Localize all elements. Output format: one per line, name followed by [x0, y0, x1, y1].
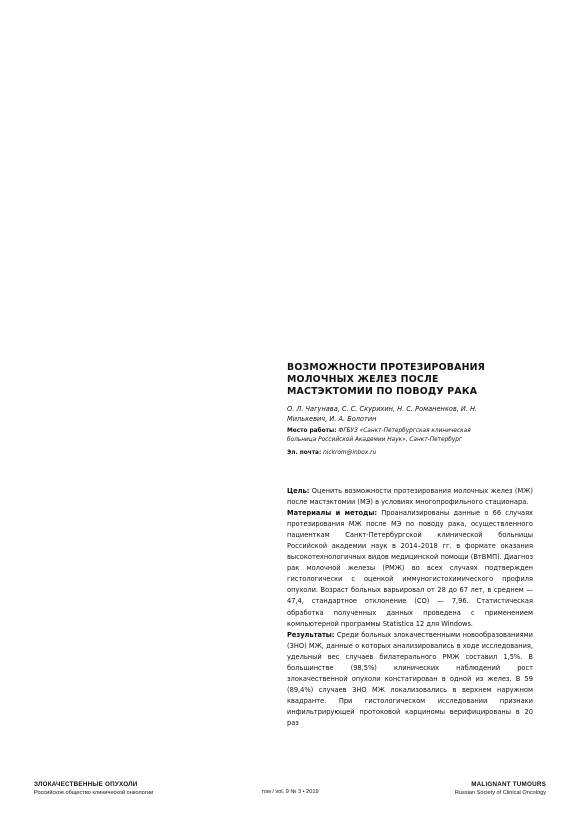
email-label: Эл. почта: — [287, 450, 322, 456]
author-list: О. Л. Чагунава, С. С. Скурихин, Н. С. Романенков, И. Н. Милькевич, И. А. Болотин — [287, 405, 478, 423]
issue-info: том / vol. 9 № 3 • 2019 — [261, 789, 319, 795]
workplace-line — [287, 427, 493, 445]
article-title: ВОЗМОЖНОСТИ ПРОТЕЗИРОВАНИЯ МОЛОЧНЫХ ЖЕЛЕЗ ПОСЛЕ МАСТЭКТОМИИ ПО ПОВОДУ РАКА — [287, 362, 486, 397]
email-value: nickrom@inbox.ru — [323, 450, 377, 456]
section-label-aim: Цель: — [287, 487, 310, 495]
page-footer — [34, 780, 546, 804]
article-abstract — [287, 362, 533, 729]
society-name-en: Russian Society of Clinical Oncology — [454, 790, 546, 796]
section-label-results: Результаты: — [287, 630, 335, 639]
journal-name-en: MALIGNANT TUMOURS — [471, 781, 546, 788]
workplace-label: Место работы: — [287, 428, 337, 434]
abstract-section-methods — [287, 508, 533, 630]
abstract-section-results — [287, 630, 533, 729]
society-name-ru: Российское общество клинической онкологии — [34, 790, 154, 796]
abstract-section-aim — [287, 486, 533, 508]
journal-name-ru: ЗЛОКАЧЕСТВЕННЫЕ ОПУХОЛИ — [34, 781, 138, 788]
workplace-value: ФГБУЗ «Санкт-Петербургская клиническая больница Российской Академии Наук», Санкт-Петербург — [287, 428, 471, 443]
section-text-aim: Оценить возможности протезирования молочных желез (МЖ) после мастэктомии (МЭ) в условиях многопрофильного стационара. — [287, 487, 533, 507]
email-line — [287, 449, 533, 458]
footer-right — [455, 780, 546, 797]
section-label-methods: Материалы и методы: — [287, 509, 378, 518]
section-text-results: Среди больных злокачественными новообразованиями (ЗНО) МЖ, данные о которых анализировались в ходе исследования, удельный вес случаев билатерального РМЖ составил 1,5%. В большинстве (98,5%) клинических наблюдений рост злокачественной опухоли констатирован в одной из желез. В 59 (89,4%) случаев ЗНО МЖ локализовались в верхнем наружном квадранте. При гистологическом исследовании признаки инфильтрирующей протоковой карциномы верифицированы в 20 раз — [287, 630, 533, 727]
abstract-body — [287, 486, 533, 729]
section-text-methods: Проанализированы данные о 66 случаях протезирования МЖ после МЭ по поводу рака, осуществленного пациенткам Санкт-Петербургской клинической больницы Российской академии наук в 2014–2018 гг. в формате оказания высокотехнологичных видов медицинской помощи (ВтВМП). Диагноз рак молочной железы (РМЖ) во всех случаях подтвержден гистологически с оценкой иммуногистохимического профиля опухоли. Возраст больных варьировал от 28 до 67 лет, в среднем — 47,4, стандартное отклонение (СО) — 7,96. Статистическая обработка полученных данных проведена с применением компьютерной программы Statistica 12 для Windows. — [287, 509, 533, 628]
